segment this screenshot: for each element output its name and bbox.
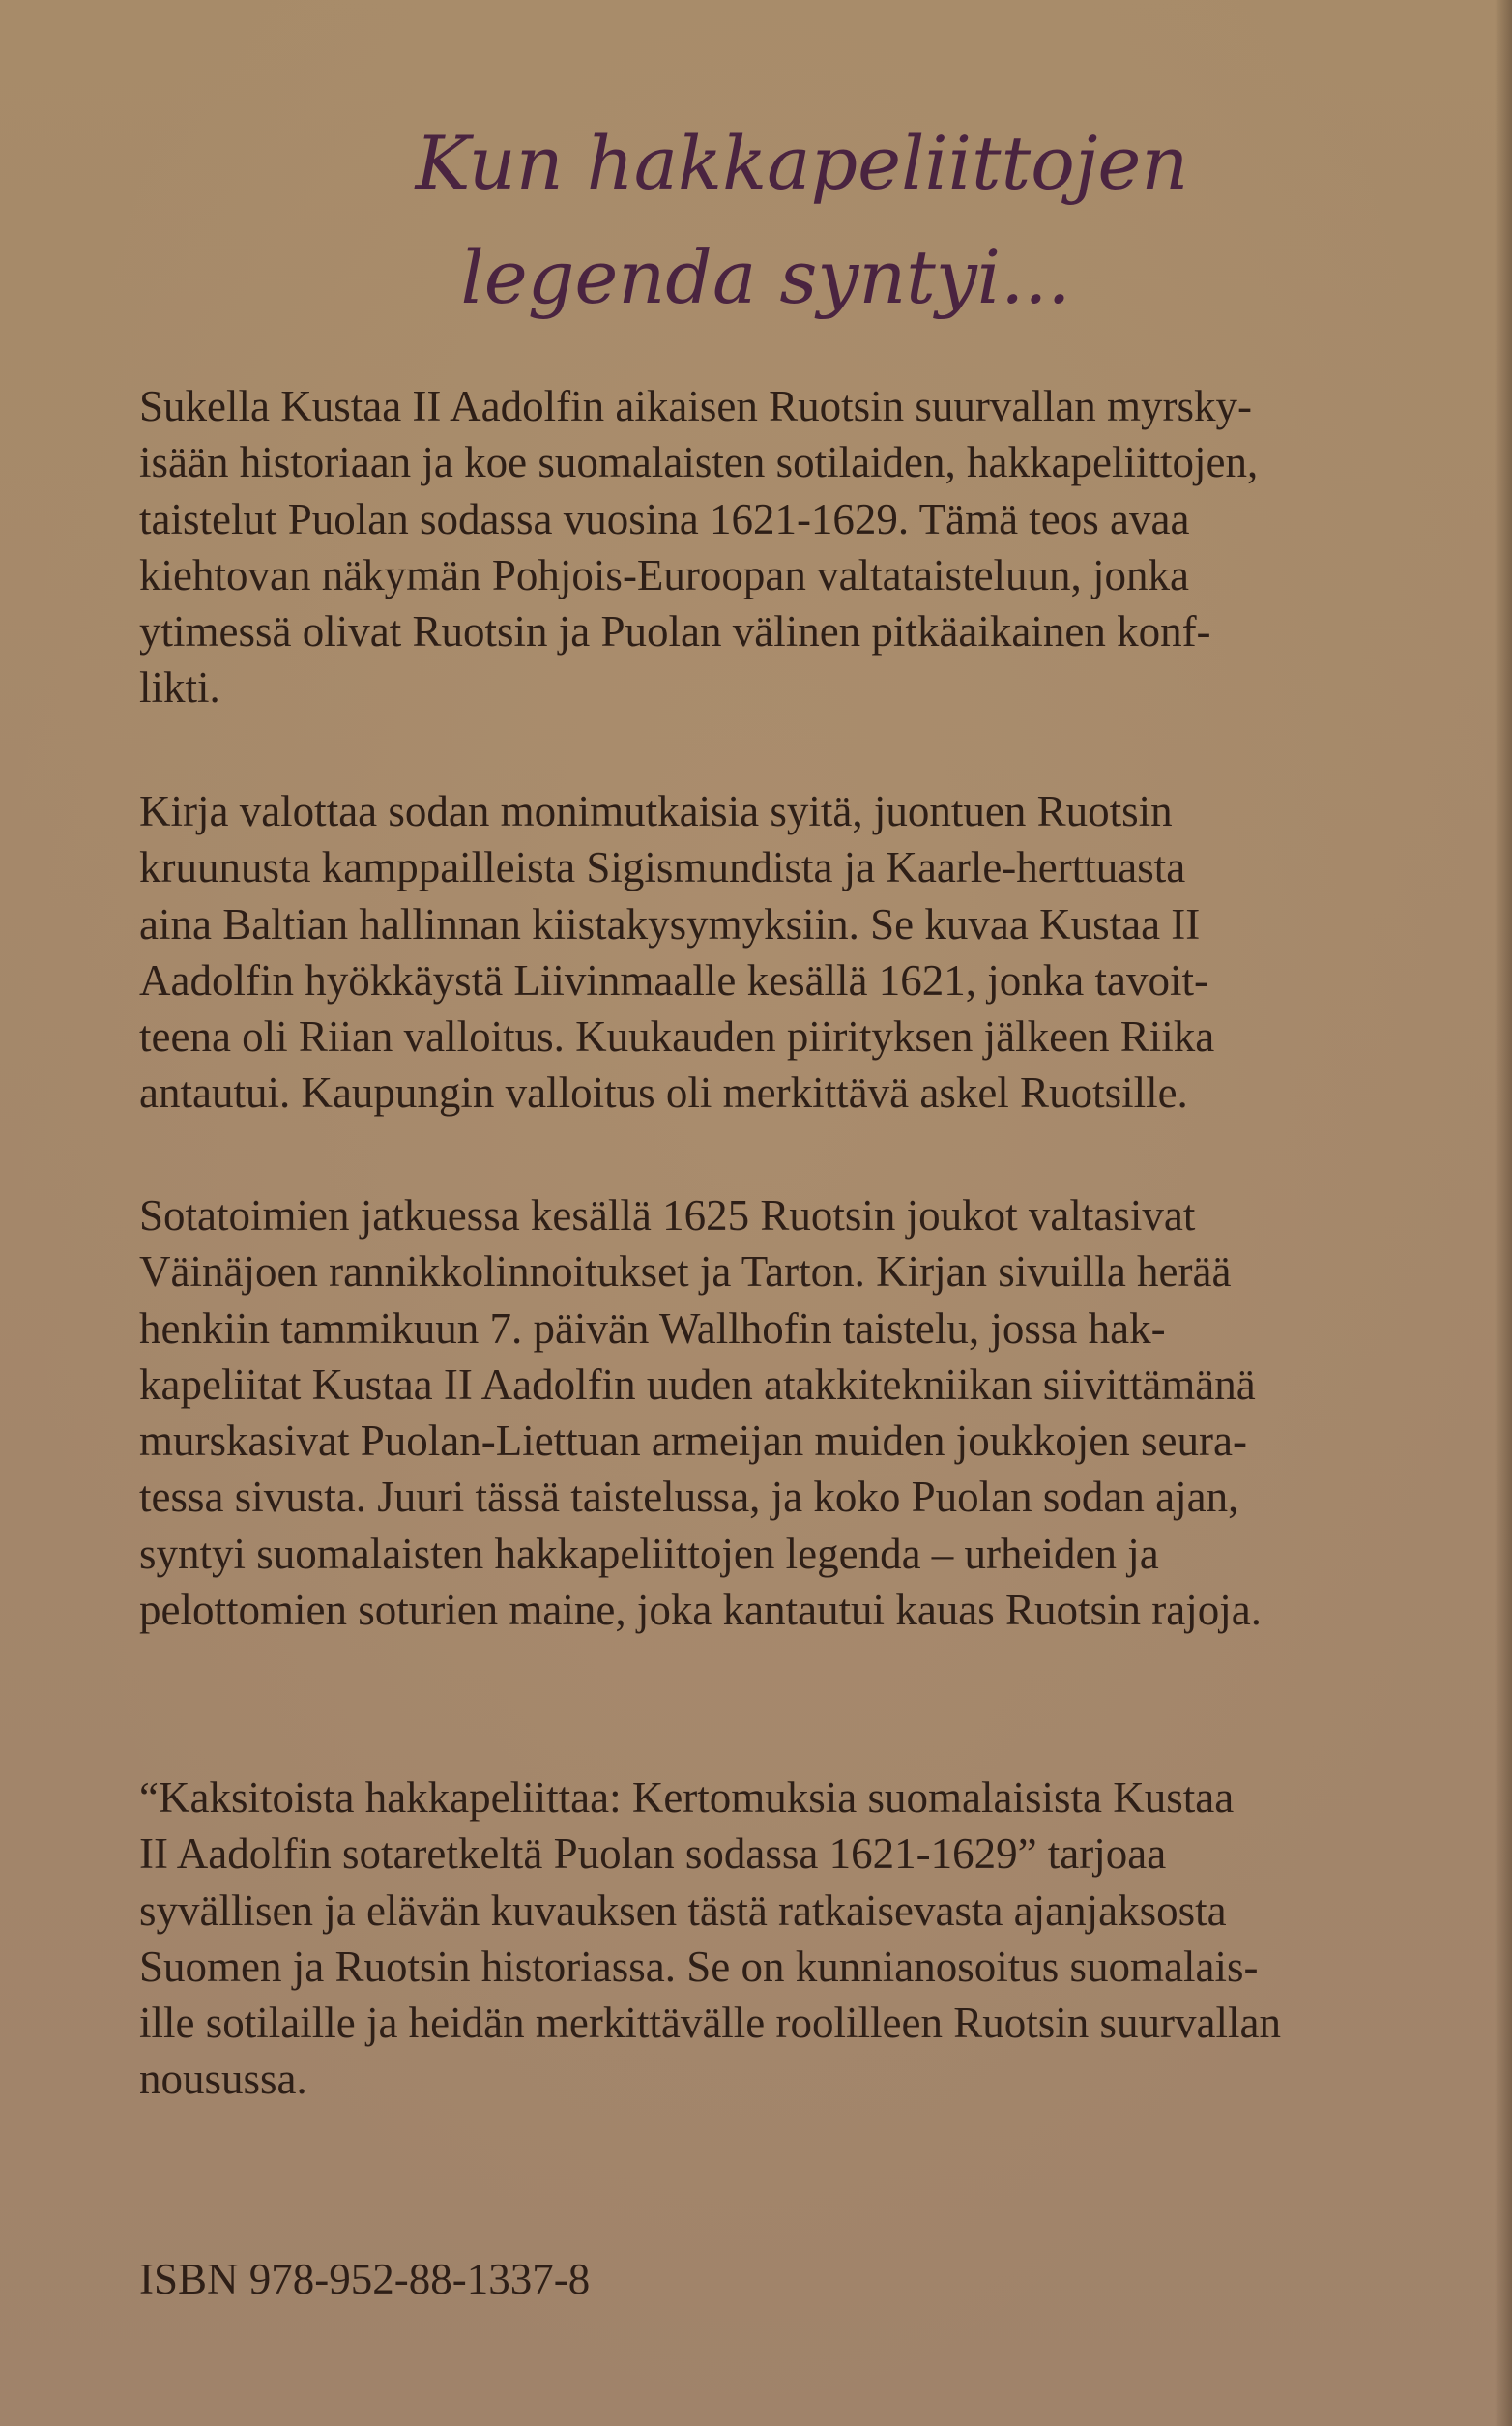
- text-line: Sukella Kustaa II Aadolfin aikaisen Ruotsin suurvallan myrsky-: [139, 382, 1253, 430]
- text-line: Suomen ja Ruotsin historiassa. Se on kunnianosoitus suomalais-: [139, 1942, 1259, 1991]
- cover-title-line-1: Kun hakkapeliittojen: [415, 120, 1189, 206]
- text-line: syvällisen ja elävän kuvauksen tästä ratkaisevasta ajanjaksosta: [139, 1885, 1227, 1935]
- isbn-number: ISBN 978-952-88-1337-8: [139, 2255, 591, 2303]
- blurb-paragraph-2: [139, 783, 1386, 1122]
- text-line: ille sotilaille ja heidän merkittävälle roolilleen Ruotsin suurvallan: [139, 1999, 1281, 2048]
- blurb-paragraph-3: [139, 1187, 1386, 1638]
- cover-title-line-2: legenda syntyi...: [460, 234, 1071, 320]
- blurb-paragraph-4: [139, 1769, 1386, 2108]
- blurb-paragraph-1: [139, 378, 1386, 716]
- text-line: nousussa.: [139, 2055, 307, 2104]
- cover-title: [0, 106, 1512, 335]
- text-line: henkiin tammikuun 7. päivän Wallhofin taistelu, jossa hak-: [139, 1303, 1166, 1353]
- text-line: tessa sivusta. Juuri tässä taistelussa, ja koko Puolan sodan ajan,: [139, 1473, 1239, 1522]
- text-line: Väinäjoen rannikkolinnoitukset ja Tarton. Kirjan sivuilla herää: [139, 1247, 1232, 1297]
- text-line: kapeliitat Kustaa II Aadolfin uuden atakkitekniikan siivittämänä: [139, 1359, 1256, 1409]
- text-line: Sotatoimien jatkuessa kesällä 1625 Ruotsin joukot valtasivat: [139, 1191, 1196, 1240]
- text-line: “Kaksitoista hakkapeliittaa: Kertomuksia suomalaisista Kustaa: [139, 1773, 1235, 1822]
- text-line: taistelut Puolan sodassa vuosina 1621-1629. Tämä teos avaa: [139, 494, 1190, 543]
- text-line: teena oli Riian valloitus. Kuukauden piirityksen jälkeen Riika: [139, 1012, 1215, 1062]
- text-line: isään historiaan ja koe suomalaisten sotilaiden, hakkapeliittojen,: [139, 438, 1259, 487]
- text-line: likti.: [139, 663, 220, 713]
- text-line: Aadolfin hyökkäystä Liivinmaalle kesällä 1621, jonka tavoit-: [139, 955, 1208, 1005]
- text-line: pelottomien soturien maine, joka kantautui kauas Ruotsin rajoja.: [139, 1586, 1262, 1635]
- text-line: II Aadolfin sotaretkeltä Puolan sodassa 1621-1629” tarjoaa: [139, 1829, 1167, 1879]
- text-line: antautui. Kaupungin valloitus oli merkittävä askel Ruotsille.: [139, 1068, 1188, 1118]
- text-line: ytimessä olivat Ruotsin ja Puolan välinen pitkäaikainen konf-: [139, 607, 1211, 657]
- text-line: murskasivat Puolan-Liettuan armeijan muiden joukkojen seura-: [139, 1417, 1247, 1466]
- text-line: Kirja valottaa sodan monimutkaisia syitä, juontuen Ruotsin: [139, 787, 1173, 835]
- text-line: aina Baltian hallinnan kiistakysymyksiin. Se kuvaa Kustaa II: [139, 899, 1201, 949]
- cover-edge-shadow: [1495, 0, 1512, 2426]
- text-line: kruunusta kamppailleista Sigismundista ja Kaarle-herttuasta: [139, 843, 1186, 892]
- text-line: kiehtovan näkymän Pohjois-Euroopan valtataisteluun, jonka: [139, 550, 1190, 599]
- text-line: syntyi suomalaisten hakkapeliittojen legenda – urheiden ja: [139, 1529, 1159, 1578]
